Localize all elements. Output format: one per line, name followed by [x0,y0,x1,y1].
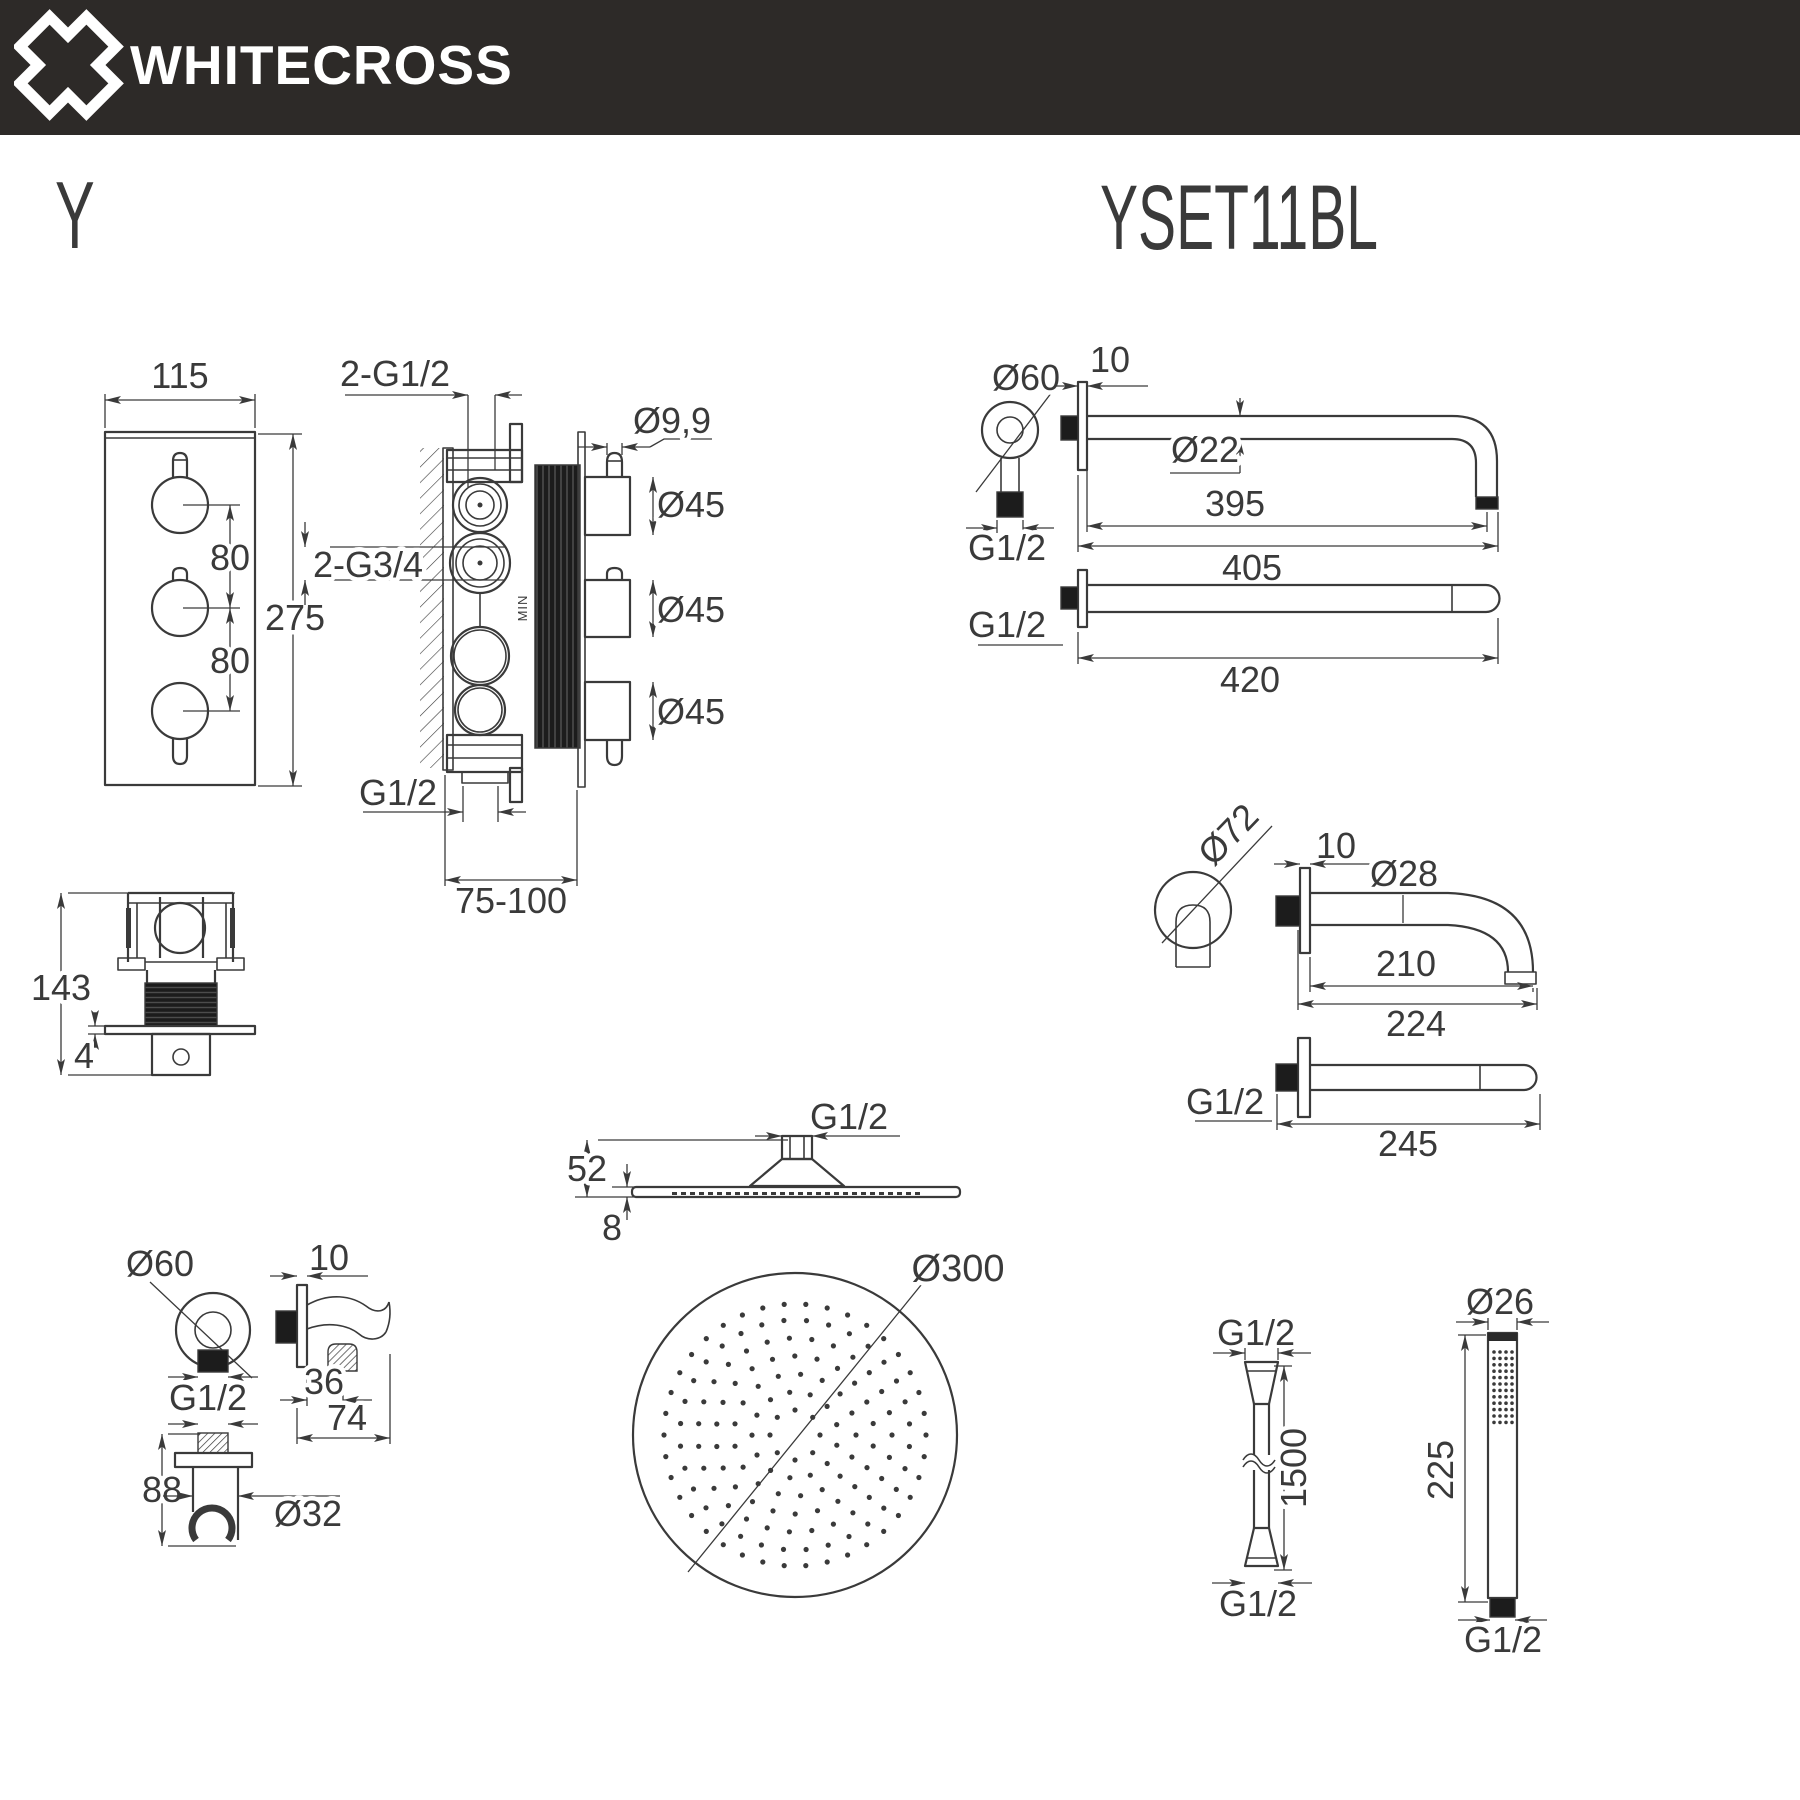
spout-end-view [1155,796,1272,967]
whitecross-logo-icon [14,9,129,127]
hose-dimensions [1212,1312,1314,1624]
dim-knob3: Ø45 [657,691,725,732]
dim-bottom-port: G1/2 [358,772,438,813]
dim-knob1: Ø45 [657,484,725,525]
dim-plate: 4 [73,1035,95,1076]
dim-outlet-body: Ø32 [273,1493,343,1534]
dim-arm-len-tube: 395 [1204,483,1266,524]
arm-plan-view [968,570,1500,700]
dim-hand-diameter: Ø26 [1465,1281,1535,1322]
arm-side-view [1054,339,1498,588]
dim-outlet-height: 88 [141,1469,183,1510]
spout-diagram [1130,780,1550,1170]
handshower-diagram [1420,1280,1600,1680]
dim-spout-len-total: 224 [1385,1003,1447,1044]
dim-outlet-hook-depth: 36 [303,1361,345,1402]
dim-spout-wall: 10 [1315,825,1357,866]
dim-inlets: 2-G1/2 [339,353,451,394]
dim-outlet-wall: 10 [308,1240,350,1278]
dim-stem: Ø9,9 [632,400,712,441]
dim-outlet-depth: 74 [326,1397,368,1438]
shower-arm-diagram [940,330,1520,700]
head-plan-outline [633,1273,957,1597]
dim-hose-thread-top: G1/2 [1216,1312,1296,1353]
dim-head-height: 52 [566,1148,608,1189]
dim-head-diameter: Ø300 [911,1248,1005,1290]
valve-plan-diagram [20,850,310,1090]
product-code: YSET11BL [1100,167,1378,269]
dim-hand-thread: G1/2 [1463,1619,1543,1660]
dim-spout-thread: G1/2 [1185,1081,1265,1122]
handshower-nozzle-dots [1492,1350,1514,1424]
head-profile-diagram [540,1080,1010,1250]
arm-end-view [966,357,1060,568]
hose-diagram [1190,1300,1330,1630]
dim-arm-flange: Ø60 [991,357,1061,398]
dim-outlet-flange: Ø60 [125,1243,195,1284]
wall-outlet-diagram [60,1240,460,1570]
valve-section-body [443,424,630,802]
brand-name: WHITECROSS [130,34,513,96]
dim-hose-length: 1500 [1273,1427,1314,1509]
outlet-bottom-view [142,1424,342,1546]
valve-section-diagram [295,340,725,930]
dim-head-thread: G1/2 [809,1096,889,1137]
min-depth-label: MIN [515,594,530,622]
dim-arm-len-total: 405 [1221,547,1283,588]
dim-arm-thread-front: G1/2 [967,527,1047,568]
dim-outlets: 2-G3/4 [312,544,424,585]
dim-hose-thread-bottom: G1/2 [1218,1583,1298,1624]
dim-spout-len-tube: 210 [1375,943,1437,984]
dim-outlet-thread: G1/2 [168,1377,248,1418]
dim-plan-height: 143 [30,967,92,1008]
handshower-dimensions [1420,1281,1549,1660]
handshower-body [1488,1333,1517,1617]
dim-pitch-top: 80 [209,537,251,578]
valve-plan-body [105,893,255,1075]
dim-depth: 75-100 [454,880,568,921]
outlet-side-view [270,1240,390,1444]
outlet-front-view [126,1243,258,1418]
dim-arm-wall: 10 [1089,339,1131,380]
header-bar [0,0,1800,135]
dim-arm-tube: Ø22 [1170,429,1240,470]
head-plan-leader [688,1274,930,1572]
dim-head-thickness: 8 [601,1207,623,1248]
head-profile-body [632,1136,960,1197]
dim-spout-len-plan: 245 [1377,1123,1439,1164]
spout-plan-view [1186,1038,1540,1164]
dim-arm-thread-plan: G1/2 [967,604,1047,645]
dim-spout-flange: Ø72 [1189,795,1267,874]
valve-front-dimensions [105,355,325,786]
dim-arm-len-plan: 420 [1219,659,1281,700]
head-profile-dimensions [567,1096,900,1248]
dim-height: 275 [264,597,326,638]
series-label: Y [55,162,95,269]
dim-width: 115 [151,355,209,396]
spout-side-view [1274,825,1537,1044]
dim-knob2: Ø45 [657,589,725,630]
dim-pitch-bottom: 80 [209,640,251,681]
wall-hatch [420,448,444,768]
dim-spout-tube: Ø28 [1369,853,1439,894]
head-plan-diagram [600,1240,1030,1670]
dim-hand-length: 225 [1420,1439,1461,1501]
valve-section-dimensions [305,353,725,921]
head-nozzle-dots [661,1302,928,1568]
